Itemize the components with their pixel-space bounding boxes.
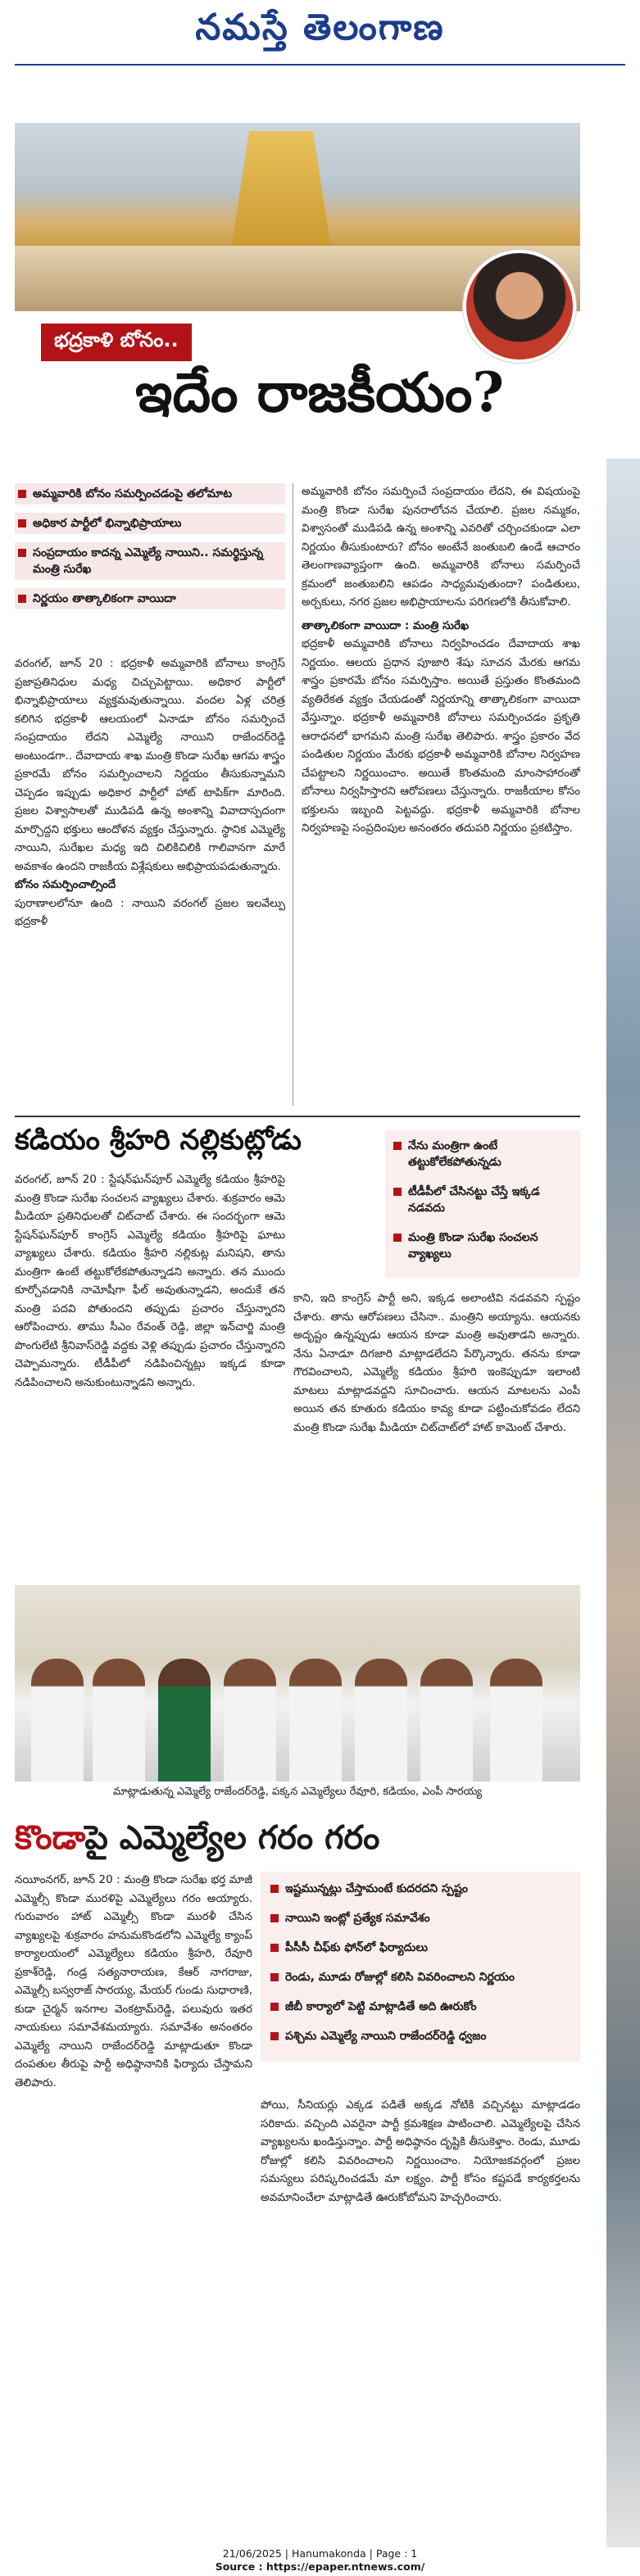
second-story-left-column [15, 1171, 285, 1556]
highlight-item: పశ్చిమ ఎమ్మెల్యే నాయిని రాజేందర్‌రెడ్డి ధ్వజం [267, 2026, 574, 2047]
highlight-item: అమ్మవారికి బోనం సమర్పించడంపై తలోమాట [15, 483, 285, 505]
article-text: వరంగల్, జూన్ 20 : స్టేషన్‌ఘన్‌పూర్ ఎమ్మెల్యే కడియం శ్రీహరిపై మంత్రి కొండా సురేఖ సంచలన వ్యాఖ్యలు చేశారు. శుక్రవారం ఆమె మీడియా ప్రతినిధులతో చిట్‌చాట్ చేశారు. ఈ సందర్భంగా ఆమె స్టేషన్‌ఘన్‌పూర్ కాంగ్రెస్ ఎమ్మెల్యే కడియం శ్రీహరిపై ఘాటు వ్యాఖ్యలు చేశారు. కడియం శ్రీహరి నల్లికుట్ల మనిషని, తాను మంత్రిగా ఉంటే తట్టుకోలేకపోతున్నాడని అన్నారు. తన ముందు కూర్చోవడానికి నామోషీగా ఫీల్ అవుతున్నాడని, అందుకే తన మంత్రి పదవి పోతుందని తప్పుడు ప్రచారం చేస్తున్నారని ఆరోపించారు. తాము సీఎం రేవంత్ రెడ్డి, జిల్లా ఇన్‌చార్జి మంత్రి పొంగులేటి శ్రీనివాస్‌రెడ్డి వద్దకు వెళ్లి తప్పుడు ప్రచారం చేస్తున్నారని చెప్పామన్నారు. టీడీపీలో నడిపించిన్నట్లు ఇక్కడ కూడా నడిపించాలని అనుకుంటున్నాడని అన్నారు. [15, 1174, 285, 1389]
footer-source-link[interactable]: Source : https://epaper.ntnews.com/ [215, 2560, 425, 2573]
headline-highlight: కొండా [15, 1818, 85, 1857]
article-text: పోయి, సీనియర్లు ఎక్కడ పడితే అక్కడ నోటికి వచ్చినట్టు మాట్లాడడం సరికాదు. వచ్చింది ఎవరైనా పార్టీ క్రమశిక్షణ పాటించాలి. ఎమ్మెల్యేలపై చేసిన వ్యాఖ్యలను ఖండిస్తున్నాం. పార్టీ అధిష్ఠానం దృష్టికి తీసుకెళ్తాం. రెండు, మూడు రోజుల్లో కలిసి వివరించాలని నిర్ణయించాం. నియోజకవర్గంలో ప్రజల సమస్యలు పరిష్కరించడమే మా లక్ష్యం. పార్టీ కోసం కష్టపడే కార్యకర్తలను అవమానించేలా మాట్లాడితే ఊరుకోబోమని హెచ్చరించారు. [261, 2099, 580, 2204]
person-figure [31, 1659, 84, 1781]
highlight-item: నాయిని ఇంట్లో ప్రత్యేక సమావేశం [267, 1908, 574, 1929]
person-figure [490, 1659, 542, 1781]
story-kicker: భద్రకాళి బోనం.. [41, 324, 192, 361]
highlight-item: జీబీ కార్యాలో పెట్టి మాట్లాడితే అది ఊరుకోం [267, 1996, 574, 2017]
third-story-headline [15, 1818, 580, 1865]
bullet-icon [270, 1885, 279, 1893]
second-story-middle-column [293, 1171, 384, 1220]
person-figure [289, 1659, 342, 1781]
second-story-right-column [293, 1290, 580, 1560]
headline-rest: పై ఎమ్మెల్యేల గరం గరం [84, 1818, 380, 1857]
article-subhead: తాత్కాలికంగా వాయిదా : మంత్రి సురేఖ [302, 619, 470, 632]
highlight-item: అధికార పార్టీలో భిన్నాభిప్రాయాలు [15, 513, 285, 534]
highlight-item: రెండు, మూడు రోజుల్లో కలిసి వివరించాలని నిర్ణయం [267, 1967, 574, 1988]
bullet-icon [393, 1234, 402, 1242]
highlights-list [15, 483, 285, 618]
footer-date-line: 21/06/2025 | Hanumakonda | Page : 1 [222, 2547, 418, 2560]
highlight-item: ఇష్టమున్నట్లు చేస్తామంటే కుదరదని స్పష్టం [267, 1878, 574, 1899]
masthead [0, 0, 640, 66]
article-subhead: బోనం సమర్పించాల్సిందే [15, 879, 116, 891]
bullet-icon [18, 519, 26, 527]
masthead-divider [15, 64, 625, 66]
third-story-left-column [15, 1872, 252, 2527]
person-figure [420, 1659, 473, 1781]
third-story-highlights [261, 1872, 580, 2062]
article-text: నయీంనగర్, జూన్ 20 : మంత్రి కొండా సురేఖ భర్త మాజీ ఎమ్మెల్సీ కొండా మురళిపై ఎమ్మెల్యేలు గరం అయ్యారు. గురువారం హాట్ ఎమ్మెల్సీ కొండా మురళీ చేసిన వ్యాఖ్యలపై శుక్రవారం హనుమకొండలోని ఎమ్మెల్యే క్యాంప్ కార్యాలయంలో ఎమ్మెల్యేలు కడియం శ్రీహరి, రేవూరి ప్రకాశ్‌రెడ్డి, గండ్ర సత్యనారాయణ, కేఆర్ నాగరాజు, ఎమ్మెల్సీ బస్వరాజ్ సారయ్య, మేయర్ గుండు సుధారాణి, కుడా చైర్మన్ ఇనగాల వెంకట్రామ్‌రెడ్డి, పలువురు ఇతర నాయకులు సమావేశమయ్యారు. సమావేశం అనంతరం ఎమ్మెల్యే నాయిని రాజేందర్‌రెడ్డి మాట్లాడుతూ కొండా దంపతుల తీరుపై పార్టీ అధిష్ఠానానికి ఫిర్యాదు చేస్తామని తెలిపారు. [15, 1874, 252, 2089]
bullet-icon [18, 490, 26, 498]
highlight-item: సంప్రదాయం కాదన్న ఎమ్మెల్యే నాయిని.. సమర్థిస్తున్న మంత్రి సురేఖ [15, 542, 285, 580]
bullet-icon [18, 595, 26, 603]
article-text: కాని, ఇది కాంగ్రెస్ పార్టీ అని, ఇక్కడ అలాంటివి నడవవని స్పష్టం చేశారు. తాను ఆరోపణలు చేసినా.. మంత్రిని అయ్యాను. ఆయనకు అదృష్టం ఉన్నప్పుడు ఆయన కూడా మంత్రి అవుతాడని అన్నారు. నేను ఏనాడూ దిగజారి మాట్లాడలేదని పేర్కొన్నారు. తనను కూడా గౌరవించాలని, ఎమ్మెల్యే కడియం శ్రీహరి ఇంకెప్పుడూ ఇలాంటి మాటలు మాట్లాడవద్దని సూచించారు. ఆయన మాటలను ఎంపీ అయిన తన కూతురు కడియం కావ్య కూడా పట్టించుకోవడం లేదని మంత్రి కొండా సురేఖ మీడియా చిట్‌చాట్‌లో హాట్ కామెంట్ చేశారు. [293, 1293, 580, 1434]
article-text: భద్రకాళీ అమ్మవారికి బోనాలు నిర్వహించడం దేవాదాయ శాఖ నిర్ణయం. ఆలయ ప్రధాన పూజారి శేషు సూచన మేరకు ఆగమ శాస్త్రం ప్రకారమే బోనం సమర్పిస్తాం. అయితే ప్రస్తుతం కొంతమంది వ్యతిరేకత వ్యక్తం చేయడంతో నిర్ణయాన్ని తాత్కాలికంగా వాయిదా వేస్తున్నాం. భద్రకాళీ అమ్మవారికి బోనాలు సమర్పించడం ప్రకృతి ఆరాధనలో భాగమని మంత్రి సురేఖ తెలిపారు. శాస్త్రం ప్రకారం వేద పండితుల నిర్ణయం మేరకు భద్రకాళీ అమ్మవారికి బోనాల నిర్వహణ చేపట్టాలని నిర్ణయించాం. అయితే కొంతమంది మాంసాహారంతో బోనాలు నిర్వహిస్తారని ఆరోపణలు చేస్తున్నారు. రాజకీయాల కోసం భక్తులను ఇబ్బంది పెట్టవద్దు. భద్రకాళీ అమ్మవారికి బోనాల నిర్వహణపై సంప్రదింపుల అనంతరం తదుపరి నిర్ణయం ప్రకటిస్తాం. [302, 638, 580, 835]
highlight-item: టీడీపీలో చేసినట్టు చేస్తే ఇక్కడ నడవదు [390, 1181, 575, 1219]
page-footer [0, 2547, 640, 2574]
article-text: అమ్మవారికి బోనం సమర్పించే సంప్రదాయం లేదని, ఈ విషయంపై మంత్రి కొండా సురేఖ పునరాలోచన చేయాలి. ప్రజల నమ్మకం, విశ్వాసంతో ముడిపడి ఉన్న అంశాన్ని ఎవరితో చర్చించకుండా ఎలా నిర్ణయం తీసుకుంటారు? బోనం అంటేనే జంతుబలి ఉండే ఆచారం తెలంగాణవ్యాప్తంగా ఉంది. అమ్మవారికి బోనాలు సమర్పించే క్రమంలో జంతుబలిని ఆపడం సాధ్యమవుతుందా? పండితులు, అర్చకులు, నగర ప్రజల అభిప్రాయాలను పరిగణలోకి తీసుకోవాలి. [302, 486, 580, 609]
person-figure [355, 1659, 407, 1781]
second-story-highlights [385, 1130, 580, 1278]
article-text: పురాణాలలోనూ ఉంది : నాయిని వరంగల్ ప్రజల ఇలవేల్పు భద్రకాళీ [15, 897, 285, 928]
highlight-item: మంత్రి కొండా సురేఖ సంచలన వ్యాఖ్యలు [390, 1227, 575, 1265]
top-story-left-column [15, 655, 285, 1098]
bullet-icon [270, 2003, 279, 2011]
section-divider [15, 1116, 580, 1117]
minister-portrait [463, 250, 576, 363]
article-text: వరంగల్, జూన్ 20 : భద్రకాళీ అమ్మవారికి బోనాలు కాంగ్రెస్ ప్రజాప్రతినిధుల మధ్య చిచ్చుపెట్టాయి. అధికార పార్టీలో భిన్నాభిప్రాయాలు వ్యక్తమవుతున్నాయి. వందల ఏళ్ల చరిత్ర కలిగిన భద్రకాళీ ఆలయంలో ఏనాడూ బోనం సమర్పించే సంప్రదాయం లేదని ఎమ్మెల్యే నాయిని రాజేందర్‌రెడ్డి అంటుండగా.. దేవాదాయ శాఖ మంత్రి కొండా సురేఖ ఆగమ శాస్త్రం ప్రకారమే బోనం సమర్పించాలని నిర్ణయం తీసుకున్నామని చెప్పడం ఇప్పుడు అధికార పార్టీలో హాట్ టాపిక్‌గా మారింది. ప్రజల విశ్వాసాలతో ముడిపడి ఉన్న అంశాన్ని వివాదాస్పదంగా మార్చొద్దని భక్తులు ఆందోళన వ్యక్తం చేస్తున్నారు. స్థానిక ఎమ్మెల్యే నాయిని, సురేఖల మధ్య ఇది చిలికిచిలికి గాలివానగా మారే అవకాశం ఉందని రాజకీయ విశ్లేషకులు అభిప్రాయపడుతున్నారు. [15, 658, 285, 873]
adjacent-page-strip [606, 459, 640, 2547]
person-figure [224, 1659, 276, 1781]
bullet-icon [18, 549, 26, 557]
person-figure [158, 1659, 211, 1781]
third-story-right-column [261, 2097, 580, 2523]
bullet-icon [270, 1973, 279, 1981]
masthead-title: నమస్తే తెలంగాణ [195, 7, 445, 48]
press-meet-photo [15, 1585, 580, 1781]
top-story-right-column [302, 483, 580, 1106]
bullet-icon [393, 1142, 402, 1150]
highlight-item: నేను మంత్రిగా ఉంటే తట్టుకోలేకపోతున్నడు [390, 1135, 575, 1173]
bullet-icon [270, 1944, 279, 1952]
bullet-icon [393, 1188, 402, 1196]
second-story-headline: కడియం శ్రీహరి నల్లికుట్లోడు [15, 1124, 302, 1157]
highlight-item: నిర్ణయం తాత్కాలికంగా వాయిదా [15, 588, 285, 609]
photo-caption: మాట్లాడుతున్న ఎమ్మెల్యే రాజేందర్‌రెడ్డి, పక్కన ఎమ్మెల్యేలు రేవూరి, కడియం, ఎంపీ సారయ్య [112, 1786, 483, 1798]
bullet-icon [270, 2032, 279, 2040]
main-headline: ఇదేం రాజకీయం? [134, 360, 505, 424]
person-figure [93, 1659, 145, 1781]
bullet-icon [270, 1914, 279, 1922]
highlight-item: పీసీసీ చీఫ్‌కు ఫోన్‌లో ఫిర్యాదులు [267, 1937, 574, 1958]
